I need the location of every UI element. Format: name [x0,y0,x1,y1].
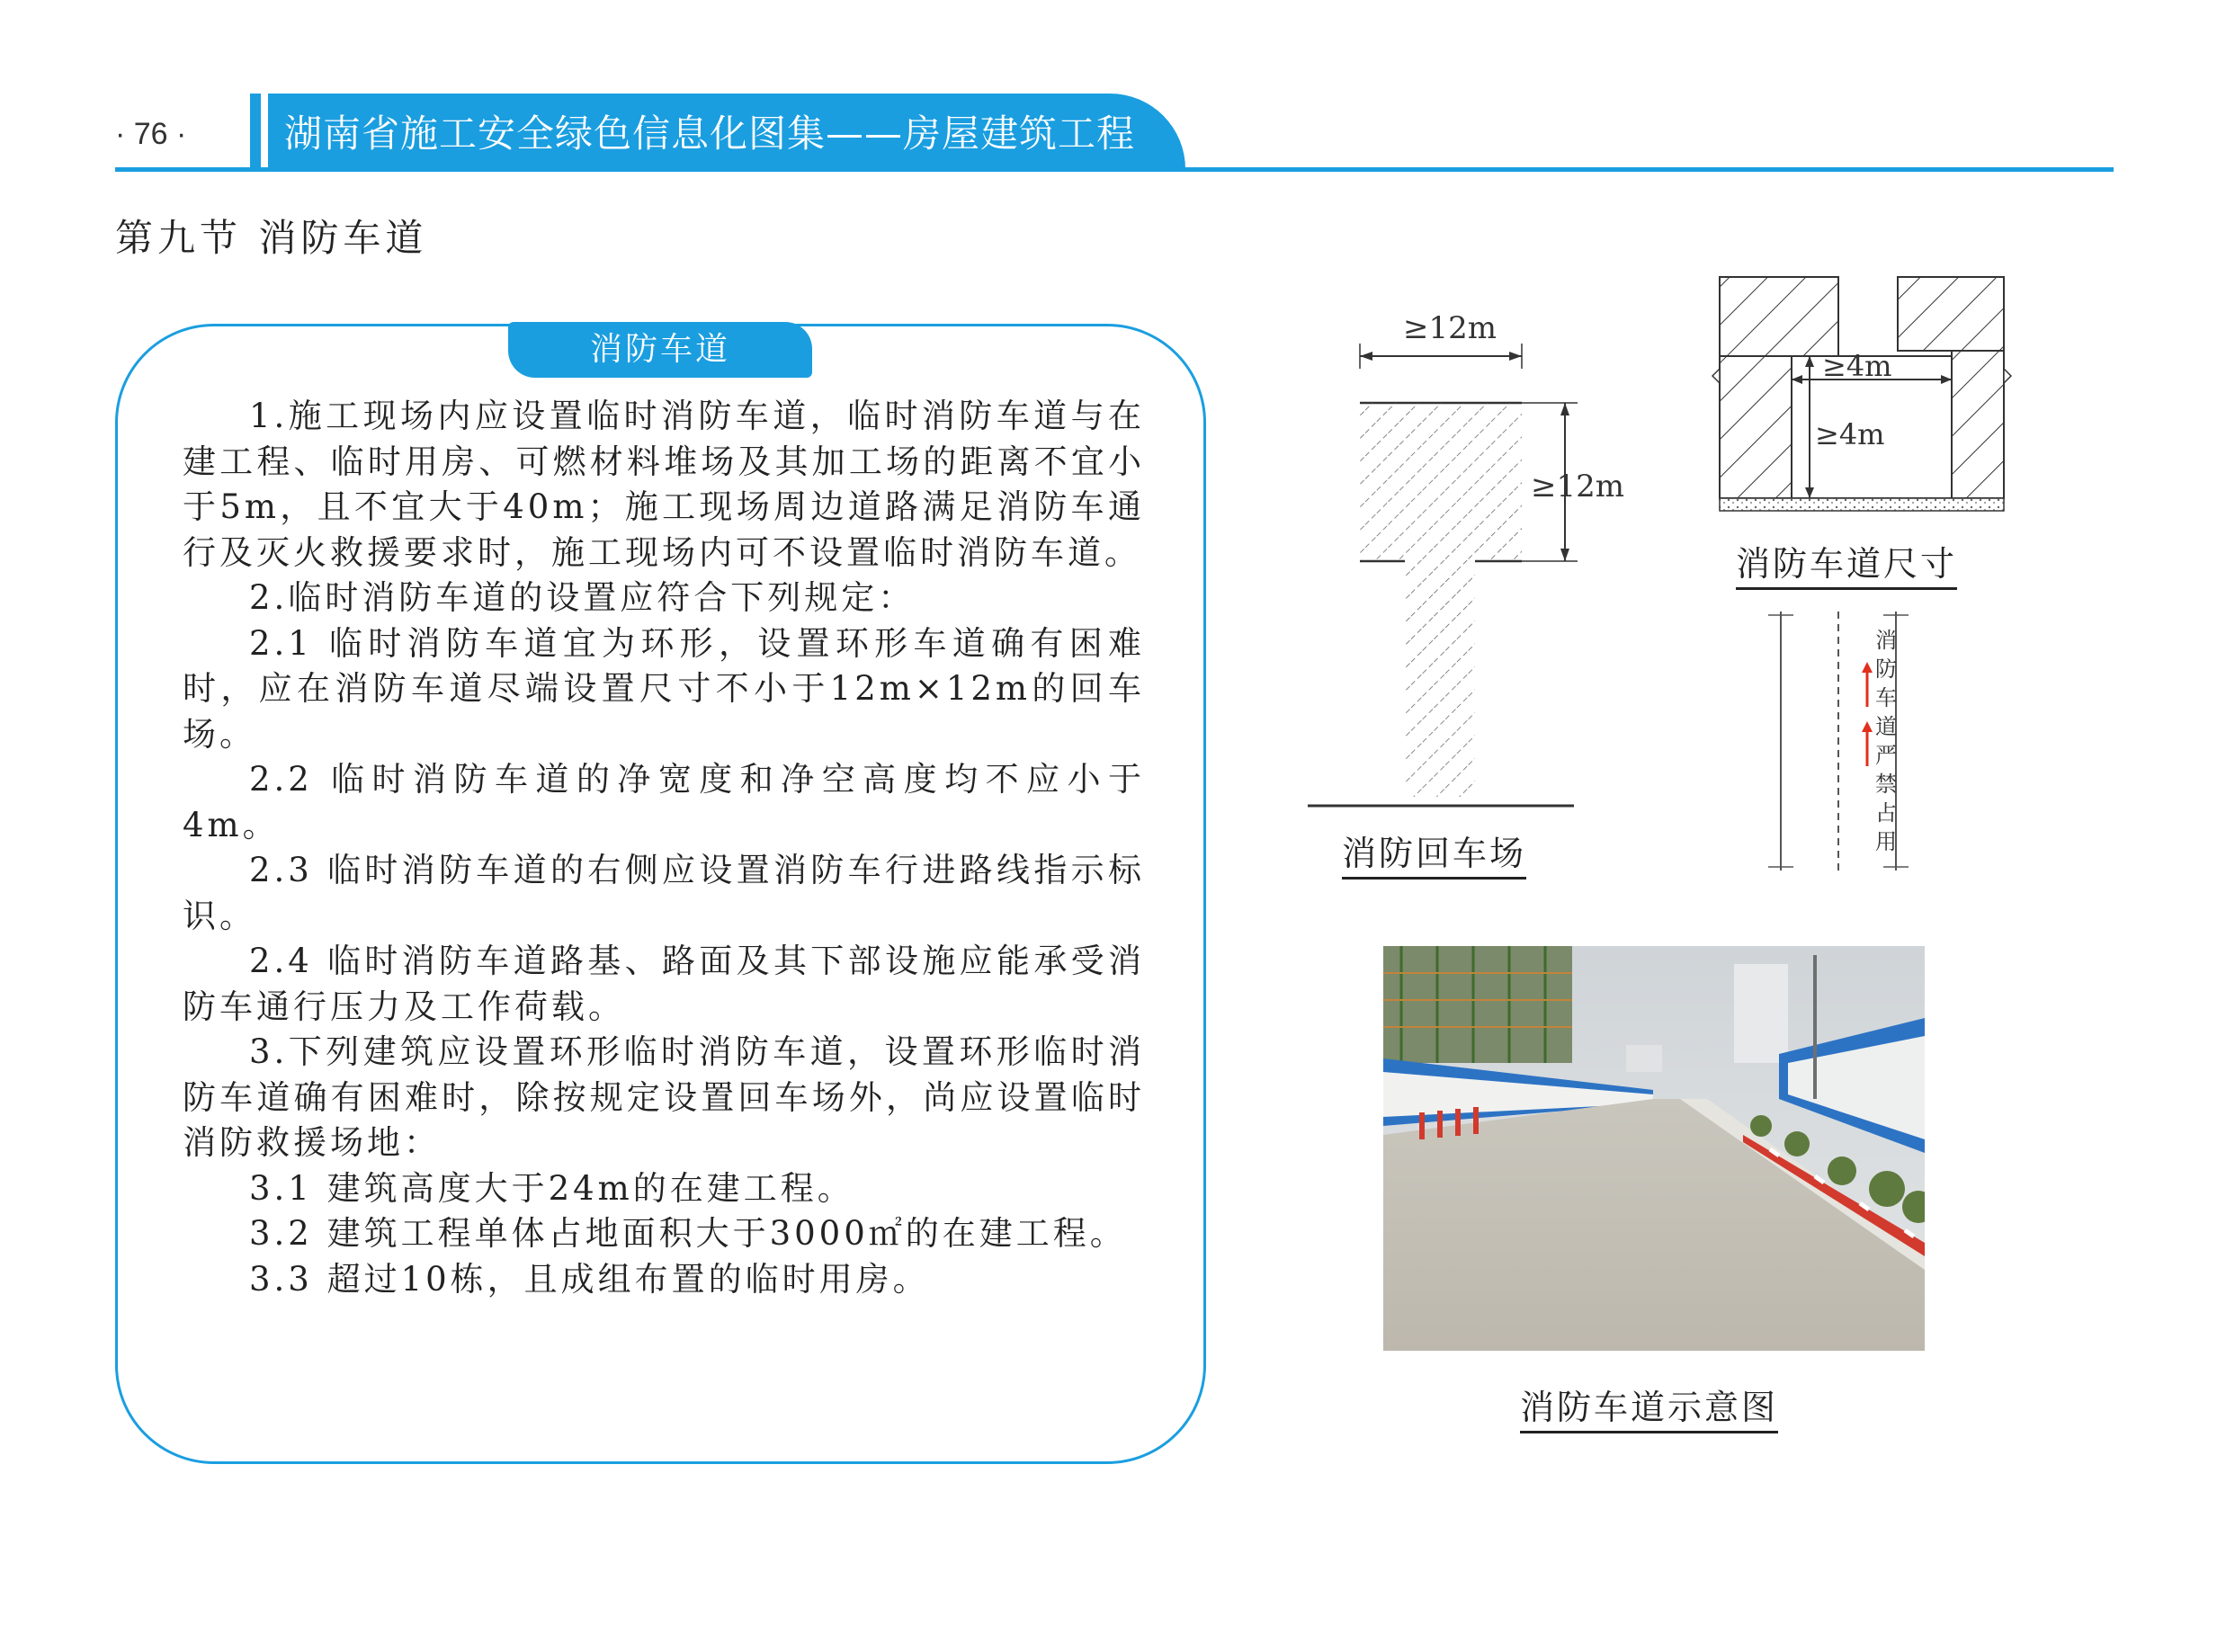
turnaround-square [1360,403,1522,561]
book-title: 湖南省施工安全绿色信息化图集——房屋建筑工程 [284,112,1136,156]
rule-paragraph: 3.1 建筑高度大于24m的在建工程。 [249,1168,854,1208]
lane-stem [1405,561,1475,797]
sign-char: 道 [1875,714,1897,739]
lane-sign-diagram [1763,608,1943,878]
sign-char: 禁 [1875,772,1897,797]
sign-char: 严 [1875,743,1897,768]
sign-char: 用 [1875,829,1897,854]
rules-badge: 消防车道 [508,322,812,378]
rule-paragraph: 1.施工现场内应设置临时消防车道，临时消防车道与在建工程、临时用房、可燃材料堆场及其加工场的距离不宜小于5m，且不宜大于40m；施工现场周边道路满足消防车通行及灭火救援要求时，施工现场内可不设置临时消防车道。 [183,397,1145,572]
rule-paragraph: 2.2 临时消防车道的净宽度和净空高度均不应小于4m。 [183,760,1145,844]
page-number: · 76 · [115,117,187,151]
rule-paragraph: 2.临时消防车道的设置应符合下列规定： [249,578,916,617]
depth-label: ≥12m [1531,469,1624,505]
lane-size-diagram [1700,268,2024,523]
rule-paragraph: 3.下列建筑应设置环形临时消防车道，设置环形临时消防车道确有困难时，除按规定设置回车场外，尚应设置临时消防救援场地： [183,1032,1145,1162]
turnaround-diagram [1295,297,1673,836]
rule-paragraph: 2.3 临时消防车道的右侧应设置消防车行进路线指示标识。 [183,851,1145,935]
lane-width-label: ≥4m [1822,349,1892,383]
lane-size-caption: 消防车道尺寸 [1736,536,1957,590]
sign-char: 占 [1875,800,1897,826]
sign-char: 消 [1875,628,1897,653]
photo-caption: 消防车道示意图 [1520,1380,1778,1433]
turnaround-caption: 消防回车场 [1342,826,1526,880]
sign-char: 车 [1875,685,1897,710]
rule-paragraph: 2.1 临时消防车道宜为环形，设置环形车道确有困难时，应在消防车道尽端设置尺寸不小于12m×12m的回车场。 [183,623,1145,754]
rule-paragraph: 2.4 临时消防车道路基、路面及其下部设施应能承受消防车通行压力及工作荷载。 [183,942,1145,1026]
ground-layer [1720,498,2004,511]
header-accent-strip [250,94,261,169]
fire-lane-photo [1383,946,1925,1351]
lane-height-label: ≥4m [1815,417,1885,451]
rules-text [183,394,1145,1302]
sign-char: 防 [1875,656,1897,682]
rule-paragraph: 3.2 建筑工程单体占地面积大于3000㎡的在建工程。 [249,1214,1127,1253]
header-rule [115,167,2114,172]
section-title: 第九节 消防车道 [115,216,428,260]
rule-paragraph: 3.3 超过10栋，且成组布置的临时用房。 [249,1259,930,1299]
width-label: ≥12m [1403,310,1497,346]
